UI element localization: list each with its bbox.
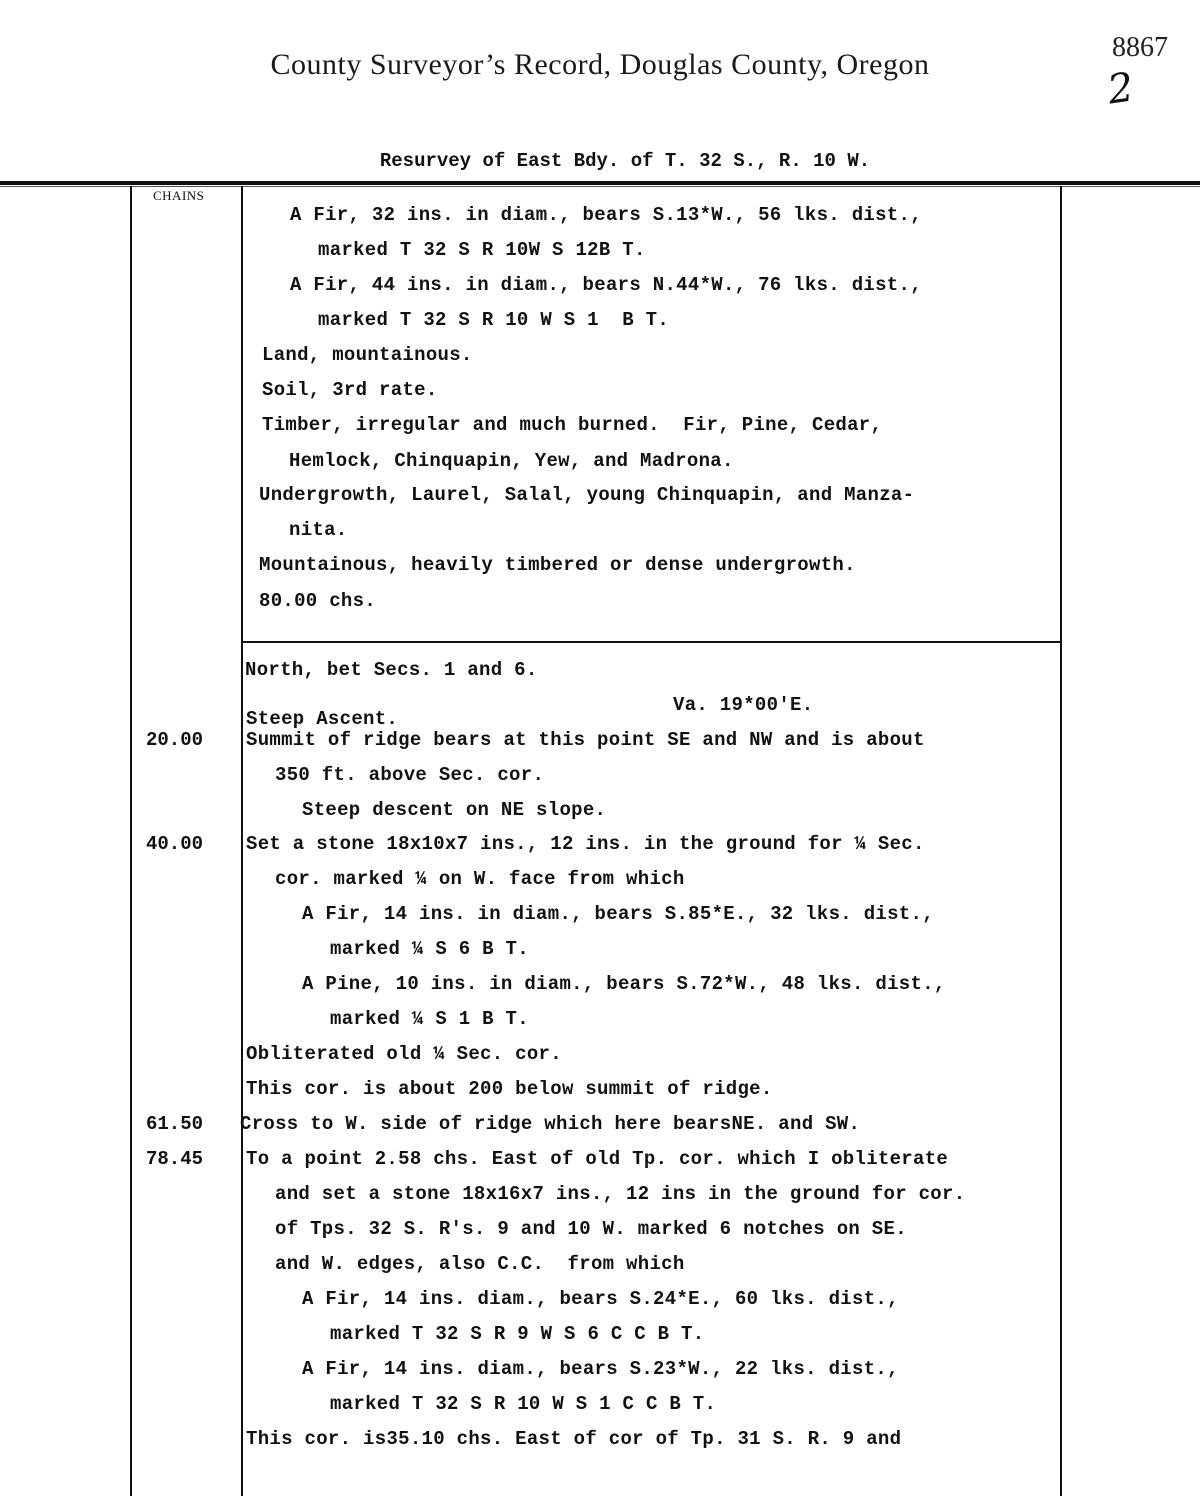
record-line: marked T 32 S R 10 W S 1 C C B T. <box>330 1393 717 1415</box>
record-line: Soil, 3rd rate. <box>262 379 438 401</box>
record-line: Set a stone 18x10x7 ins., 12 ins. in the ground for ¼ Sec. <box>246 833 925 855</box>
variation-note: Va. 19*00'E. <box>673 694 814 716</box>
record-line: Land, mountainous. <box>262 344 473 366</box>
record-line: A Fir, 32 ins. in diam., bears S.13*W., 56 lks. dist., <box>290 204 922 226</box>
header-rule <box>0 181 1200 185</box>
record-line: of Tps. 32 S. R's. 9 and 10 W. marked 6 notches on SE. <box>275 1218 907 1240</box>
record-line: A Fir, 14 ins. in diam., bears S.85*E., 32 lks. dist., <box>302 903 934 925</box>
record-line: Obliterated old ¼ Sec. cor. <box>246 1043 562 1065</box>
record-line: marked T 32 S R 10 W S 1 B T. <box>318 309 670 331</box>
record-line: North, bet Secs. 1 and 6. <box>245 659 538 681</box>
record-line: 80.00 chs. <box>259 590 377 612</box>
record-line: Mountainous, heavily timbered or dense undergrowth. <box>259 554 856 576</box>
chains-column-header: CHAINS <box>153 188 205 203</box>
record-line: and W. edges, also C.C. from which <box>275 1253 685 1275</box>
header-title: County Surveyor’s Record, Douglas County, Oregon <box>270 48 930 81</box>
record-line: Summit of ridge bears at this point SE and NW and is about <box>246 729 925 751</box>
record-line: nita. <box>289 519 348 541</box>
right-column-rule <box>1060 186 1062 1496</box>
chain-value: 78.45 <box>146 1148 204 1170</box>
record-line: To a point 2.58 chs. East of old Tp. cor. which I obliterate <box>246 1148 949 1170</box>
page-sub-number: 2 <box>1104 64 1137 114</box>
record-line: Steep descent on NE slope. <box>302 799 607 821</box>
record-line: A Pine, 10 ins. in diam., bears S.72*W., 48 lks. dist., <box>302 973 946 995</box>
header-rule-thin <box>0 186 1200 187</box>
record-line: This cor. is35.10 chs. East of cor of Tp. 31 S. R. 9 and <box>246 1428 902 1450</box>
record-line: and set a stone 18x16x7 ins., 12 ins in the ground for cor. <box>275 1183 966 1205</box>
record-line: Cross to W. side of ridge which here bearsNE. and SW. <box>240 1113 861 1135</box>
record-title: Resurvey of East Bdy. of T. 32 S., R. 10 W. <box>379 150 871 172</box>
record-line: marked T 32 S R 9 W S 6 C C B T. <box>330 1323 705 1345</box>
record-line: Undergrowth, Laurel, Salal, young Chinquapin, and Manza- <box>259 484 915 506</box>
record-line: Steep Ascent. <box>246 708 399 730</box>
record-line: marked ¼ S 1 B T. <box>330 1008 529 1030</box>
record-line: marked T 32 S R 10W S 12B T. <box>318 239 646 261</box>
record-line: A Fir, 44 ins. in diam., bears N.44*W., 76 lks. dist., <box>290 274 922 296</box>
record-line: Timber, irregular and much burned. Fir, Pine, Cedar, <box>262 414 883 436</box>
record-line: marked ¼ S 6 B T. <box>330 938 529 960</box>
chain-value: 61.50 <box>146 1113 204 1135</box>
chains-column-rule <box>241 186 243 1496</box>
page-header <box>0 48 1200 82</box>
record-line: 350 ft. above Sec. cor. <box>275 764 545 786</box>
record-line: Hemlock, Chinquapin, Yew, and Madrona. <box>289 450 734 472</box>
record-line: cor. marked ¼ on W. face from which <box>275 868 685 890</box>
record-line: A Fir, 14 ins. diam., bears S.24*E., 60 lks. dist., <box>302 1288 899 1310</box>
record-line: This cor. is about 200 below summit of ridge. <box>246 1078 773 1100</box>
chain-value: 20.00 <box>146 729 204 751</box>
chain-value: 40.00 <box>146 833 204 855</box>
left-margin-rule <box>130 186 132 1496</box>
page-number: 8867 <box>1112 32 1168 63</box>
record-line: A Fir, 14 ins. diam., bears S.23*W., 22 lks. dist., <box>302 1358 899 1380</box>
section-divider <box>241 641 1062 643</box>
